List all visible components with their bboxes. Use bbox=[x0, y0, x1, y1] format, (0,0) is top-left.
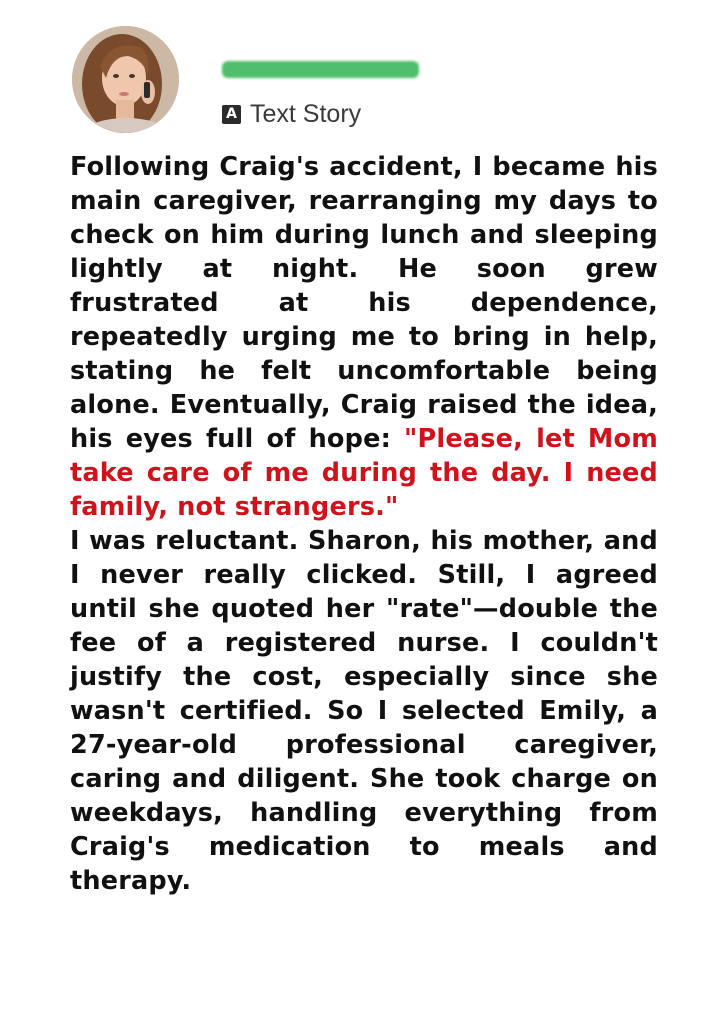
story-type-label bbox=[222, 100, 361, 129]
story-paragraph-1 bbox=[70, 150, 658, 524]
story-paragraph-2: I was reluctant. Sharon, his mother, and I never really clicked. Still, I agreed until she quoted her "rate"—double the fee of a registered nurse. I couldn't justify the cost, especially since she wasn't certified. So I selected Emily, a 27-year-old professional caregiver, caring and diligent. She took charge on weekdays, handling everything from Craig's medication to meals and therapy. bbox=[70, 526, 658, 896]
story-body bbox=[70, 150, 658, 898]
quoted-request: "Please, let Mom take care of me during the day. I need family, not strangers." bbox=[70, 424, 658, 522]
story-header bbox=[72, 26, 672, 136]
story-paragraph-1-text: Following Craig's accident, I became his main caregiver, rearranging my days to check on him during lunch and sleeping lightly at night. He soon grew frustrated at his dependence, repeatedly urging me to bring in help, stating he felt uncomfortable being alone. Eventually, Craig raised the idea, his eyes full of hope: bbox=[70, 152, 658, 454]
font-icon: A bbox=[222, 105, 241, 124]
author-name-redacted bbox=[222, 61, 419, 78]
story-type-text: Text Story bbox=[250, 100, 362, 128]
avatar[interactable] bbox=[72, 26, 179, 133]
avatar-photo bbox=[72, 26, 179, 133]
